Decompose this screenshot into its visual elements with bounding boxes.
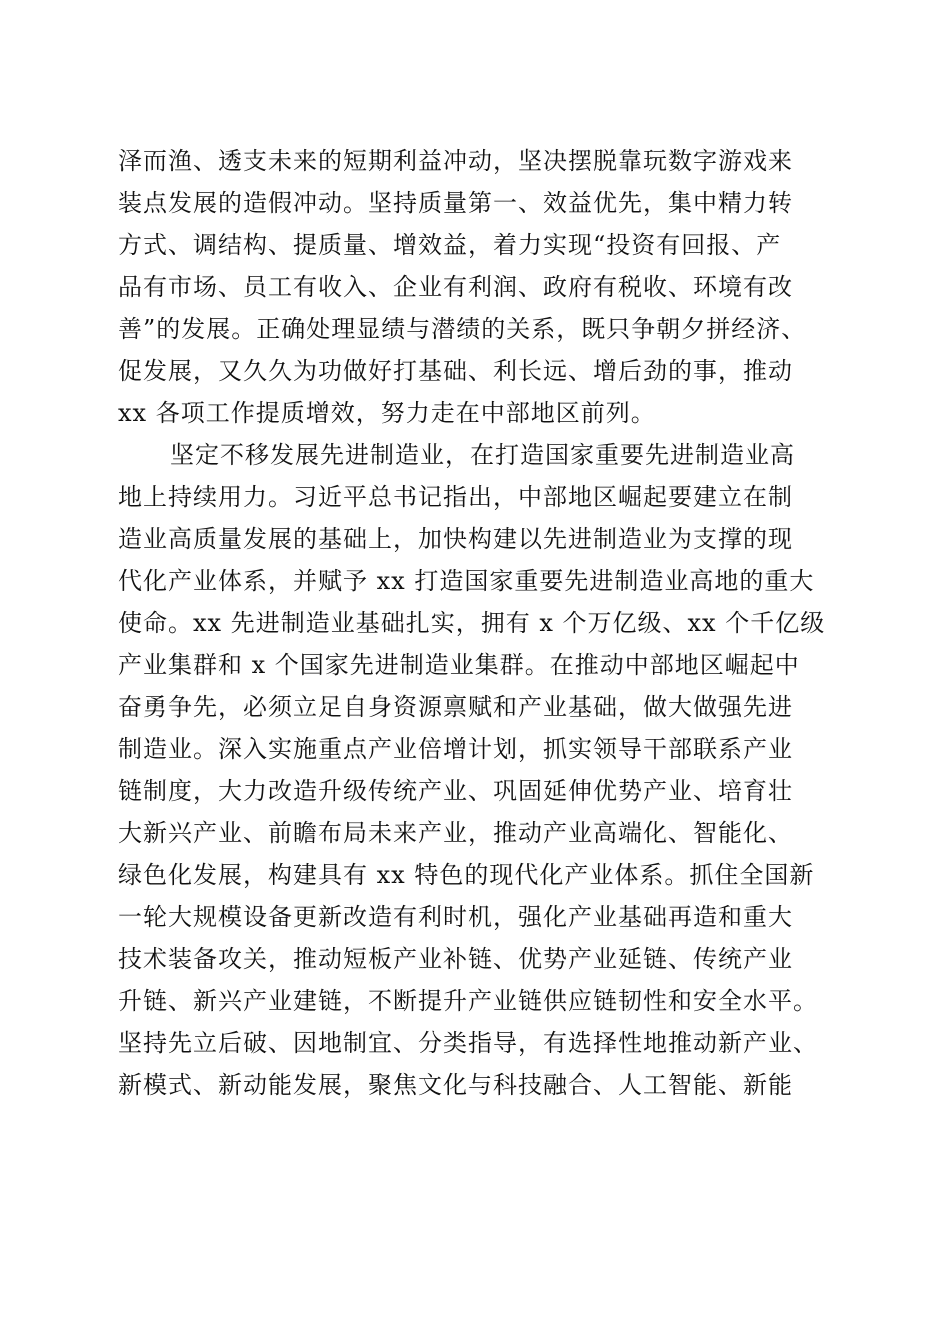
- text-line: xx 各项工作提质增效，努力走在中部地区前列。: [118, 399, 656, 427]
- text-line: 链制度，大力改造升级传统产业、巩固延伸优势产业、培育壮: [118, 777, 793, 805]
- text-line: 技术装备攻关，推动短板产业补链、优势产业延链、传统产业: [118, 945, 793, 973]
- text-line: 善”的发展。正确处理显绩与潜绩的关系，既只争朝夕拼经济、: [118, 315, 807, 343]
- text-line: 制造业。深入实施重点产业倍增计划，抓实领导干部联系产业: [118, 735, 793, 763]
- document-body: [118, 140, 838, 1148]
- text-line: 品有市场、员工有收入、企业有利润、政府有税收、环境有改: [118, 273, 793, 301]
- text-line: 泽而渔、透支未来的短期利益冲动，坚决摆脱靠玩数字游戏来: [118, 147, 793, 175]
- text-line: 大新兴产业、前瞻布局未来产业，推动产业高端化、智能化、: [118, 819, 793, 847]
- text-line: 绿色化发展，构建具有 xx 特色的现代化产业体系。抓住全国新: [118, 861, 815, 889]
- text-line: 促发展，又久久为功做好打基础、利长远、增后劲的事，推动: [118, 357, 793, 385]
- text-line: 装点发展的造假冲动。坚持质量第一、效益优先，集中精力转: [118, 189, 793, 217]
- text-line: 坚定不移发展先进制造业，在打造国家重要先进制造业高: [170, 441, 795, 469]
- text-line: 坚持先立后破、因地制宜、分类指导，有选择性地推动新产业、: [118, 1029, 818, 1057]
- text-line: 新模式、新动能发展，聚焦文化与科技融合、人工智能、新能: [118, 1071, 793, 1099]
- text-line: 升链、新兴产业建链，不断提升产业链供应链韧性和安全水平。: [118, 987, 818, 1015]
- text-line: 奋勇争先，必须立足自身资源禀赋和产业基础，做大做强先进: [118, 693, 793, 721]
- text-line: 地上持续用力。习近平总书记指出，中部地区崛起要建立在制: [118, 483, 793, 511]
- text-line: 产业集群和 x 个国家先进制造业集群。在推动中部地区崛起中: [118, 651, 800, 679]
- text-line: 使命。xx 先进制造业基础扎实，拥有 x 个万亿级、xx 个千亿级: [118, 609, 826, 637]
- text-line: 代化产业体系，并赋予 xx 打造国家重要先进制造业高地的重大: [118, 567, 815, 595]
- text-line: [118, 1106, 838, 1148]
- paragraph-2: [118, 434, 838, 1148]
- paragraph-1: [118, 140, 838, 434]
- text-line: 一轮大规模设备更新改造有利时机，强化产业基础再造和重大: [118, 903, 793, 931]
- text-line: 造业高质量发展的基础上，加快构建以先进制造业为支撑的现: [118, 525, 793, 553]
- text-line: 方式、调结构、提质量、增效益，着力实现“投资有回报、产: [118, 231, 782, 259]
